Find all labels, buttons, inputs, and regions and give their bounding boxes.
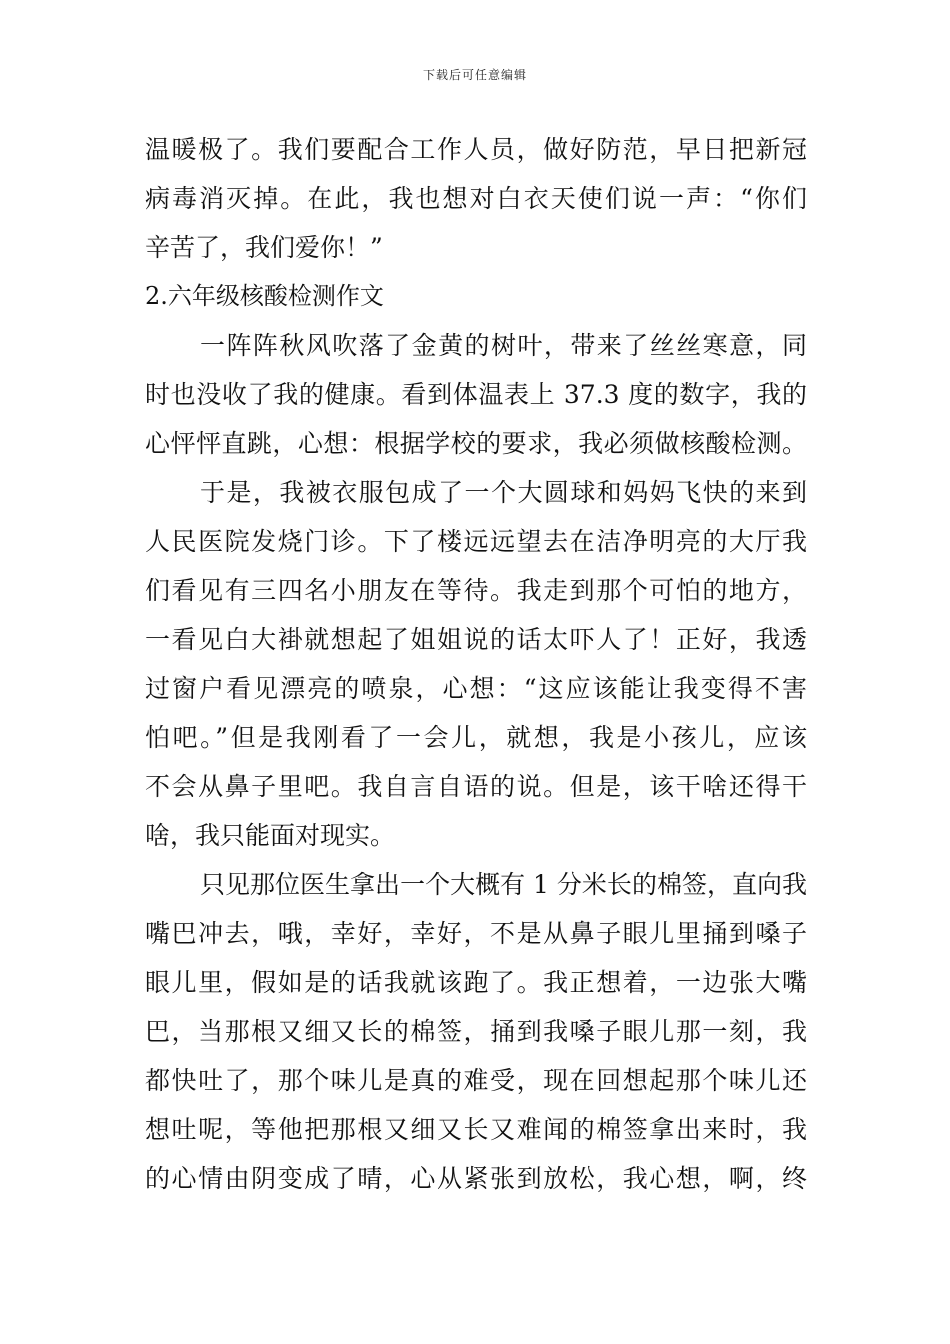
text-line: 不会从鼻子里吧。我自言自语的说。但是，该干啥还得干: [145, 772, 807, 801]
text-line: 们看见有三四名小朋友在等待。我走到那个可怕的地方，: [145, 576, 807, 605]
section-heading: 2.六年级核酸检测作文: [145, 282, 384, 310]
text-line: 啥，我只能面对现实。: [145, 821, 396, 850]
document-body: [145, 125, 807, 1203]
text-line: 于是，我被衣服包成了一个大圆球和妈妈飞快的来到: [200, 478, 807, 507]
text-line: 只见那位医生拿出一个大概有 1 分米长的棉签，直向我: [200, 870, 807, 899]
text-line: 人民医院发烧门诊。下了楼远远望去在洁净明亮的大厅我: [145, 527, 807, 556]
text-line: 一看见白大褂就想起了姐姐说的话太吓人了！正好，我透: [145, 625, 807, 654]
text-line: 巴，当那根又细又长的棉签，捅到我嗓子眼儿那一刻，我: [145, 1017, 807, 1046]
text-line: 嘴巴冲去，哦，幸好，幸好，不是从鼻子眼儿里捅到嗓子: [145, 919, 807, 948]
text-line: 怕吧。”但是我刚看了一会儿，就想，我是小孩儿，应该: [145, 723, 807, 752]
text-line: 的心情由阴变成了晴，心从紧张到放松，我心想，啊，终: [145, 1164, 807, 1193]
text-line: 心怦怦直跳，心想：根据学校的要求，我必须做核酸检测。: [145, 429, 807, 458]
text-line: 想吐呢，等他把那根又细又长又难闻的棉签拿出来时，我: [145, 1115, 807, 1144]
header-note: 下载后可任意编辑: [422, 68, 527, 82]
text-line: 辛苦了，我们爱你！”: [145, 233, 383, 262]
text-line: 过窗户看见漂亮的喷泉，心想：“这应该能让我变得不害: [145, 674, 807, 703]
text-line: 病毒消灭掉。在此，我也想对白衣天使们说一声：“你们: [145, 184, 807, 213]
text-line: 时也没收了我的健康。看到体温表上 37.3 度的数字，我的: [145, 380, 807, 409]
text-line: 温暖极了。我们要配合工作人员，做好防范，早日把新冠: [145, 135, 807, 164]
text-line: 都快吐了，那个味儿是真的难受，现在回想起那个味儿还: [145, 1066, 807, 1095]
text-line: 一阵阵秋风吹落了金黄的树叶，带来了丝丝寒意，同: [200, 331, 807, 360]
text-line: 眼儿里，假如是的话我就该跑了。我正想着，一边张大嘴: [145, 968, 807, 997]
